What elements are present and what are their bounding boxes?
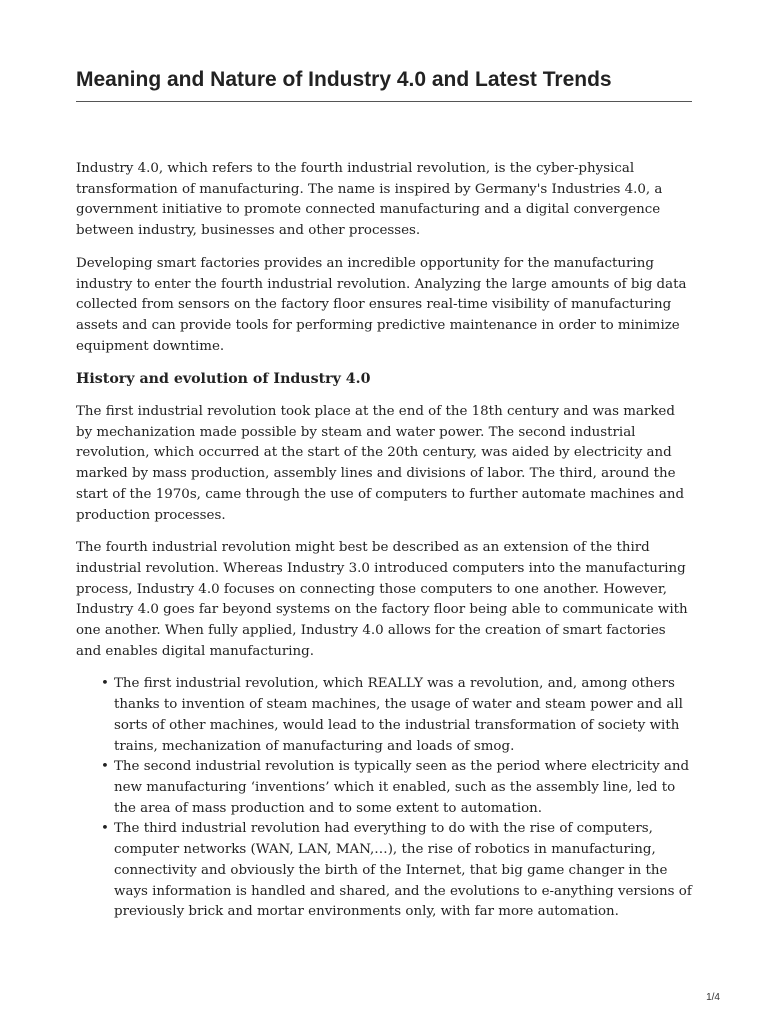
bullet-icon: • <box>101 821 109 837</box>
intro-paragraph-1: Industry 4.0, which refers to the fourth industrial revolution, is the cyber-physical transformation of manufacturing. The name is inspired by Germany's Industries 4.0, a government initiative to promote connected manufacturing and a digital convergence between industry, businesses and other processes. <box>76 161 663 239</box>
article-body <box>76 159 692 923</box>
history-paragraph-1: The first industrial revolution took place at the end of the 18th century and was marked by mechanization made possible by steam and water power. The second industrial revolution, which occurred at the start of the 20th century, was aided by electricity and marked by mass production, assembly lines and divisions of labor. The third, around the start of the 1970s, came through the use of computers to further automate machines and production processes. <box>76 404 685 523</box>
page-title: Meaning and Nature of Industry 4.0 and Latest Trends <box>76 68 612 91</box>
list-item-text: The first industrial revolution, which REALLY was a revolution, and, among others thanks to invention of steam machines, the usage of water and steam power and all sorts of other machines, would lead to the industrial transformation of society with trains, mechanization of manufacturing and loads of smog. <box>114 676 683 754</box>
list-item-text: The third industrial revolution had everything to do with the rise of computers, computer networks (WAN, LAN, MAN,…), the rise of robotics in manufacturing, connectivity and obviously the birth of the Internet, that big game changer in the ways information is handled and shared, and the evolutions to e-anything versions of previously brick and mortar environments only, with far more automation. <box>114 821 692 920</box>
intro-paragraph-2: Developing smart factories provides an incredible opportunity for the manufacturing industry to enter the fourth industrial revolution. Analyzing the large amounts of big data collected from sensors on the factory floor ensures real-time visibility of manufacturing assets and can provide tools for performing predictive maintenance in order to minimize equipment downtime. <box>76 255 687 354</box>
list-item-text: The second industrial revolution is typically seen as the period where electricity and new manufacturing ‘inventions’ which it enabled, such as the assembly line, led to the area of mass production and to some extent to automation. <box>114 759 690 816</box>
title-divider <box>76 101 692 102</box>
history-paragraph-2: The fourth industrial revolution might best be described as an extension of the third industrial revolution. Whereas Industry 3.0 introduced computers into the manufacturing process, Industry 4.0 focuses on connecting those computers to one another. However, Industry 4.0 goes far beyond systems on the factory floor being able to communicate with one another. When fully applied, Industry 4.0 allows for the creation of smart factories and enables digital manufacturing. <box>76 540 688 659</box>
section-heading: History and evolution of Industry 4.0 <box>76 371 371 388</box>
revolution-list <box>76 674 692 922</box>
page-number: 1/4 <box>706 992 720 1003</box>
list-item <box>101 674 692 757</box>
bullet-icon: • <box>101 676 109 692</box>
bullet-icon: • <box>101 759 109 775</box>
list-item <box>101 757 692 819</box>
list-item <box>101 819 692 923</box>
